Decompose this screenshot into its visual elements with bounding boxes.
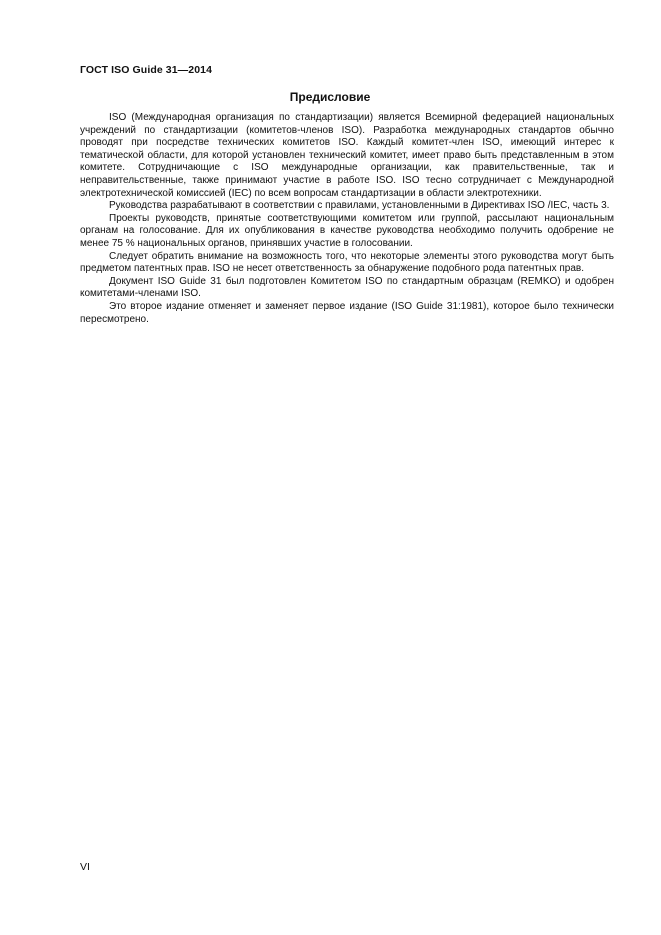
body-text xyxy=(80,112,614,326)
paragraph: Документ ISO Guide 31 был подготовлен Комитетом ISO по стандартным образцам (REMKO) и одобрен комитетами-членами ISO. xyxy=(80,275,614,300)
paragraph: ISO (Международная организация по стандартизации) является Всемирной федерацией национальных учреждений по стандартизации (комитетов-членов ISO). Разработка международных стандартов обычно проводят при посредстве технических комитетов ISO. Каждый комитет-член ISO, имеющий интерес к тематической области, для которой установлен технический комитет, имеет право быть представленным в этом комитете. Сотрудничающие с ISO международные организации, как правительственные, так и неправительственные, также принимают участие в работе ISO. ISO тесно сотрудничает с Международной электротехнической комиссией (IEC) по всем вопросам стандартизации в области электротехники. xyxy=(80,112,614,199)
paragraph: Проекты руководств, принятые соответствующими комитетом или группой, рассылают национальным органам на голосование. Для их опубликования в качестве руководства необходимо получить одобрение не менее 75 % национальных органов, принявших участие в голосовании. xyxy=(80,212,614,249)
paragraph: Следует обратить внимание на возможность того, что некоторые элементы этого руководства могут быть предметом патентных прав. ISO не несет ответственность за обнаружение подобного рода патентных прав. xyxy=(80,250,614,275)
section-title: Предисловие xyxy=(289,90,371,104)
paragraph: Это второе издание отменяет и заменяет первое издание (ISO Guide 31:1981), которое было технически пересмотрено. xyxy=(80,300,614,325)
page-number: VI xyxy=(80,861,90,873)
paragraph: Руководства разрабатывают в соответствии с правилами, установленными в Директивах ISO /IEC, часть 3. xyxy=(109,200,610,212)
document-header: ГОСТ ISO Guide 31—2014 xyxy=(80,64,213,76)
